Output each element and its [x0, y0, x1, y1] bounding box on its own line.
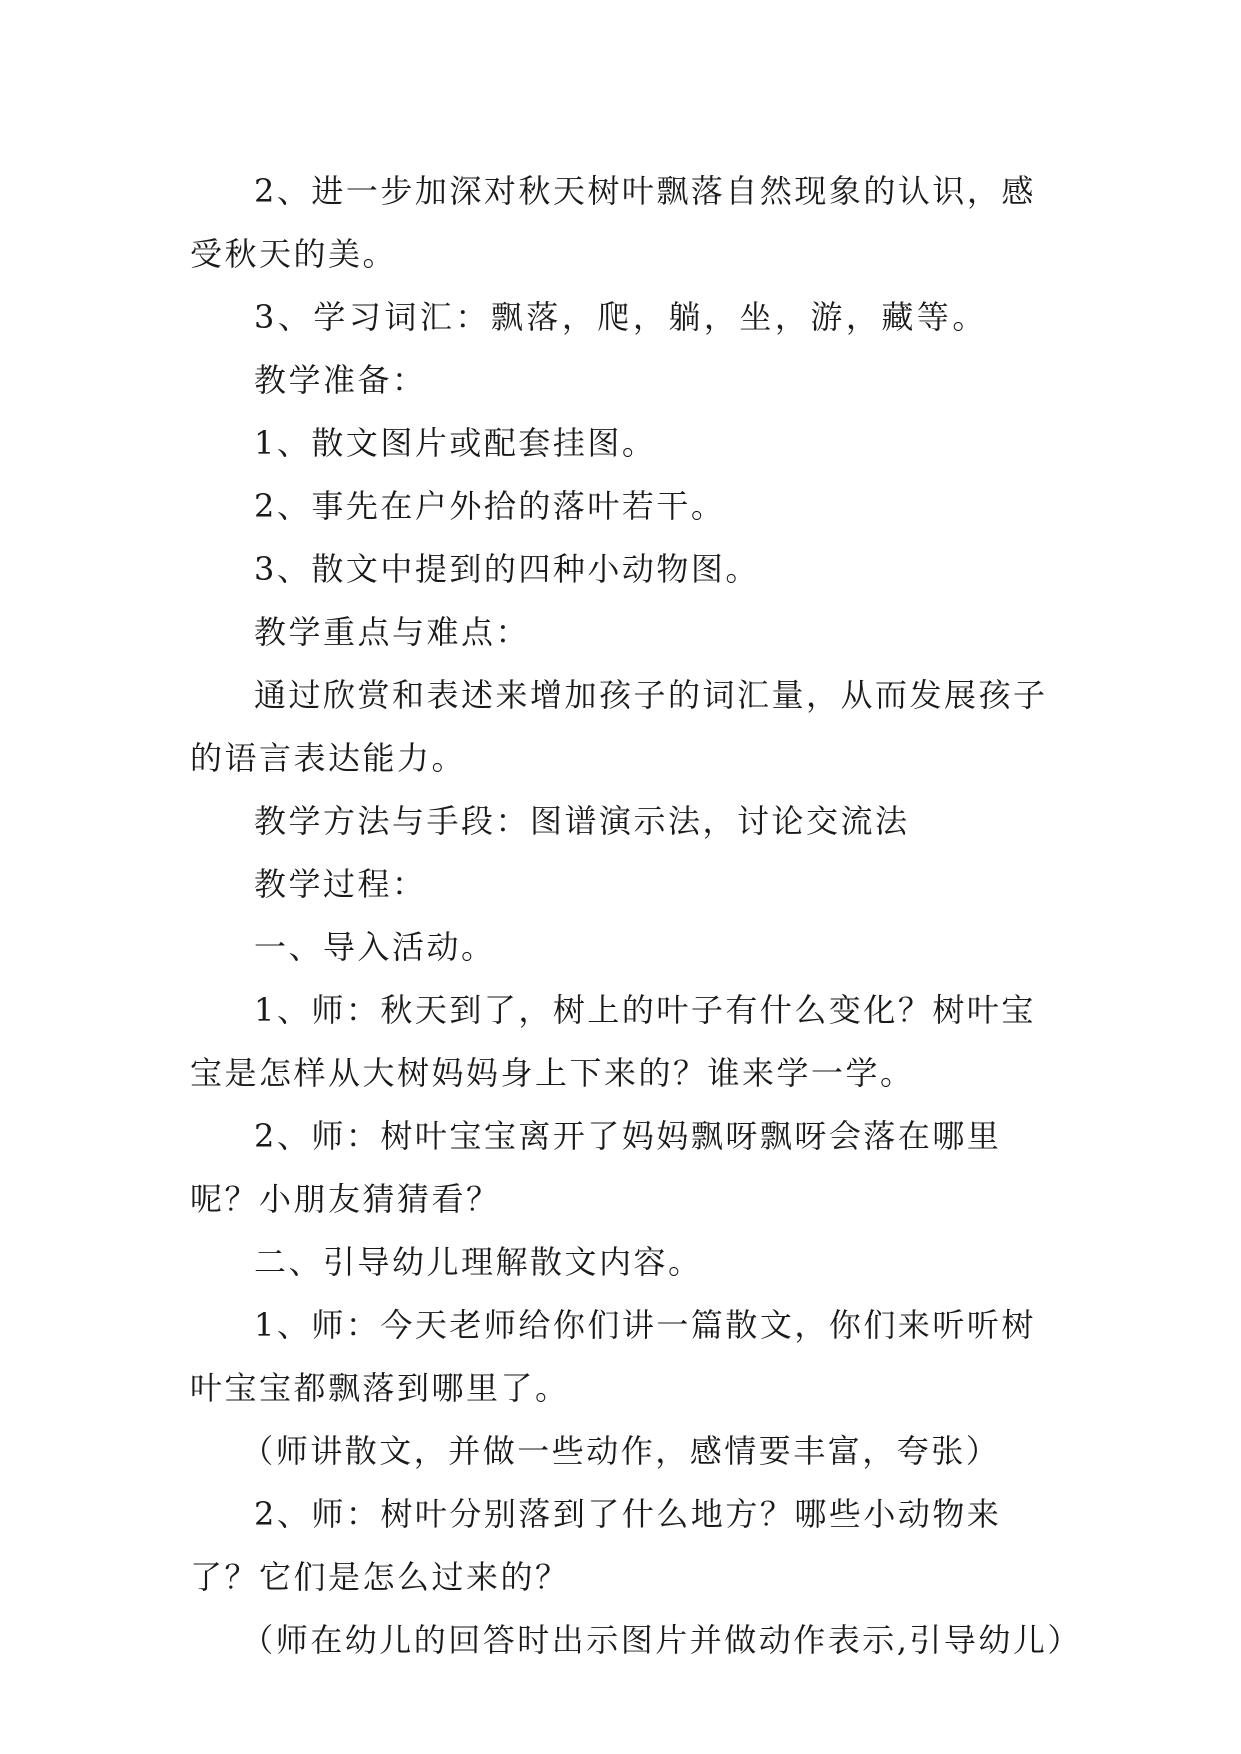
paragraph-key-points: 通过欣赏和表述来增加孩子的词汇量，从而发展孩子的语言表达能力。 [190, 676, 1048, 777]
paragraph-goal-2: 2、进一步加深对秋天树叶飘落自然现象的认识，感受秋天的美。 [190, 172, 1036, 273]
paragraph-goal-3: 3、学习词汇：飘落，爬，躺，坐，游，藏等。 [254, 298, 988, 336]
heading-step-2: 二、引导幼儿理解散文内容。 [254, 1243, 703, 1281]
paragraph-methods: 教学方法与手段：图谱演示法，讨论交流法 [254, 802, 910, 840]
paragraph-step-2-1: 1、师：今天老师给你们讲一篇散文，你们来听听树叶宝宝都飘落到哪里了。 [190, 1306, 1036, 1407]
paragraph-step-1-1: 1、师：秋天到了，树上的叶子有什么变化？树叶宝宝是怎样从大树妈妈身上下来的？谁来学一学。 [190, 991, 1036, 1092]
heading-key-points: 教学重点与难点： [254, 613, 531, 651]
paragraph-note-2: （师在幼儿的回答时出示图片并做动作表示,引导幼儿） [241, 1621, 1082, 1659]
heading-preparation: 教学准备： [254, 361, 427, 399]
paragraph-step-1-2: 2、师：树叶宝宝离开了妈妈飘呀飘呀会落在哪里呢？小朋友猜猜看？ [190, 1117, 1002, 1218]
document-body [190, 160, 1082, 1672]
paragraph-preparation-1: 1、散文图片或配套挂图。 [254, 424, 657, 462]
heading-process: 教学过程： [254, 865, 427, 903]
heading-step-1: 一、导入活动。 [254, 928, 496, 966]
paragraph-preparation-3: 3、散文中提到的四种小动物图。 [254, 550, 760, 588]
paragraph-note-1: （师讲散文，并做一些动作，感情要丰富，夸张） [241, 1432, 1001, 1470]
paragraph-step-2-2: 2、师：树叶分别落到了什么地方？哪些小动物来了？它们是怎么过来的？ [190, 1495, 1002, 1596]
paragraph-preparation-2: 2、事先在户外拾的落叶若干。 [254, 487, 726, 525]
